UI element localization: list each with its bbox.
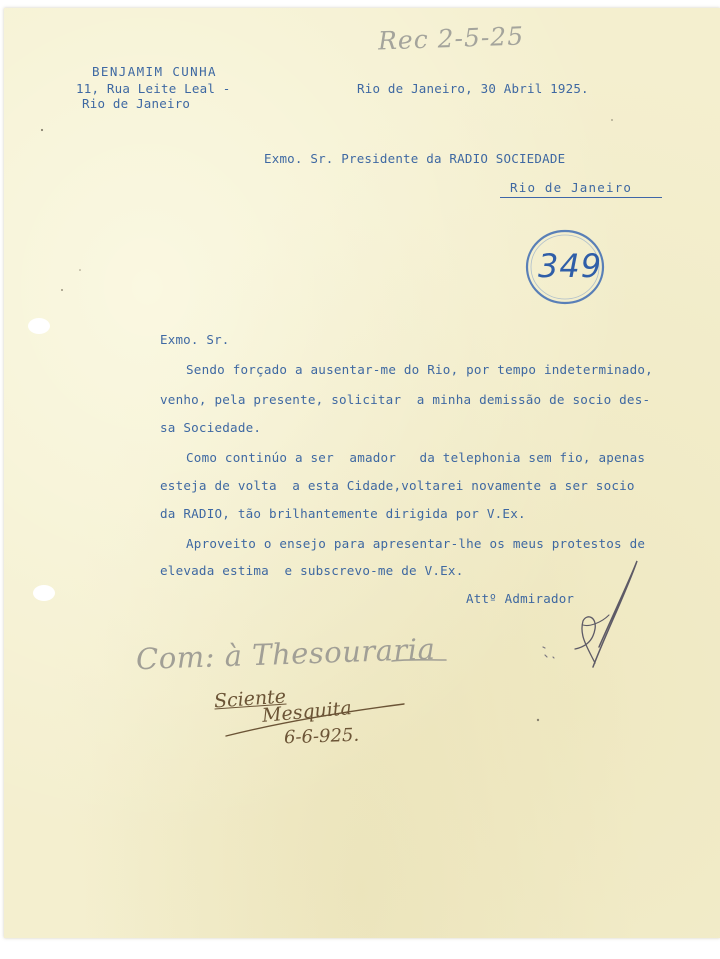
body-line: Como continúo a ser amador da telephonia sem fio, apenas bbox=[186, 450, 646, 465]
handwritten-note-line-4: 6-6-925. bbox=[283, 724, 360, 749]
body-line: da RADIO, tão brilhantemente dirigida por V.Ex. bbox=[160, 506, 526, 521]
sender-name: BENJAMIM CUNHA bbox=[92, 64, 217, 79]
body-line: venho, pela presente, solicitar a minha demissão de socio des- bbox=[160, 392, 651, 407]
sender-city: Rio de Janeiro bbox=[82, 96, 191, 111]
addressee-line-2: Rio de Janeiro bbox=[510, 180, 633, 195]
salutation: Exmo. Sr. bbox=[160, 332, 230, 347]
stamp-number: 349 bbox=[538, 247, 603, 285]
body-line: elevada estima e subscrevo-me de V.Ex. bbox=[160, 563, 464, 578]
pencil-received-note: Rec 2-5-25 bbox=[377, 21, 525, 56]
handwritten-note-line-2: Sciente bbox=[213, 685, 287, 713]
handwritten-note-line-3: Mesquita bbox=[261, 697, 353, 727]
closing: Attº Admirador bbox=[466, 591, 575, 606]
body-line: Sendo forçado a ausentar-me do Rio, por tempo indeterminado, bbox=[186, 362, 653, 377]
handwritten-note-line-1: Com: à Thesouraria bbox=[135, 631, 436, 677]
body-line: Aproveito o ensejo para apresentar-lhe os meus protestos de bbox=[186, 536, 646, 551]
sender-street: 11, Rua Leite Leal - bbox=[76, 81, 231, 96]
addressee-line-1: Exmo. Sr. Presidente da RADIO SOCIEDADE bbox=[264, 151, 566, 166]
date-line: Rio de Janeiro, 30 Abril 1925. bbox=[357, 81, 589, 96]
body-line: esteja de volta a esta Cidade,voltarei novamente a ser socio bbox=[160, 478, 635, 493]
body-line: sa Sociedade. bbox=[160, 420, 262, 435]
